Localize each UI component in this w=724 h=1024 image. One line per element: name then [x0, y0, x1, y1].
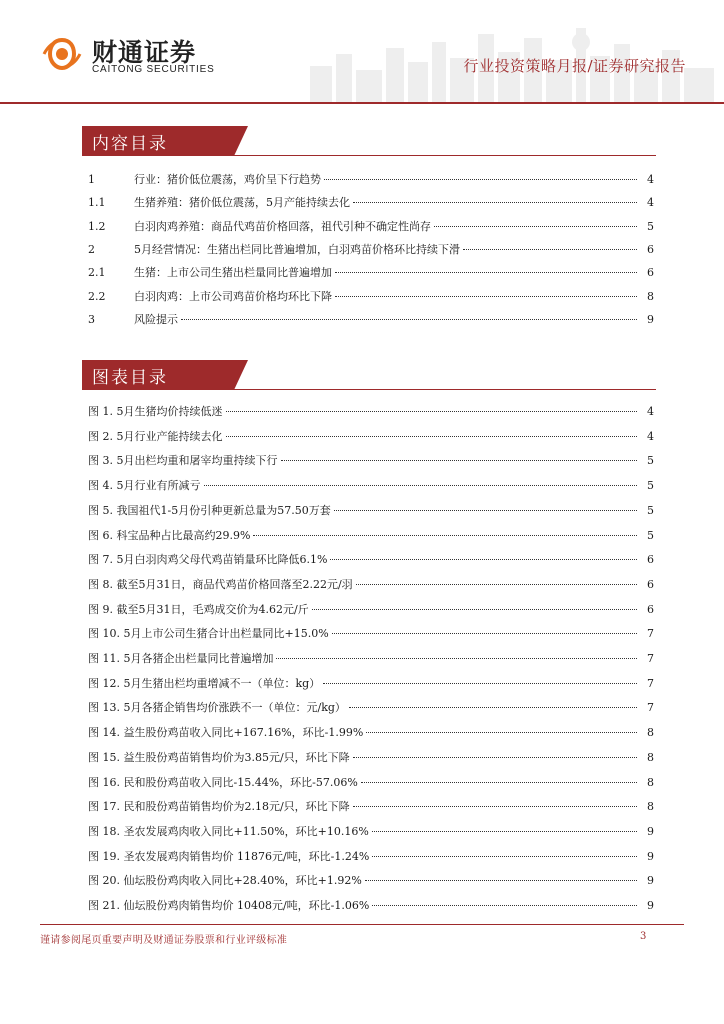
figure-item-page: 7 — [647, 652, 654, 665]
contents-item-page: 5 — [647, 219, 654, 233]
contents-item[interactable] — [88, 217, 654, 237]
figure-item-text: 图 15. 益生股份鸡苗销售均价为3.85元/只，环比下降 — [88, 750, 350, 764]
figure-item[interactable] — [88, 476, 654, 496]
dot-leader — [334, 510, 637, 511]
dot-leader — [349, 707, 637, 708]
contents-item-page: 6 — [647, 266, 654, 280]
figure-item-page: 8 — [647, 726, 654, 740]
dot-leader — [332, 633, 637, 634]
contents-item[interactable] — [88, 193, 654, 213]
figure-item-text: 图 16. 民和股份鸡苗收入同比-15.44%，环比-57.06% — [88, 775, 358, 789]
figure-item-page: 8 — [647, 750, 654, 764]
dot-leader — [324, 179, 637, 180]
figure-item[interactable] — [88, 698, 654, 718]
contents-item-number: 2 — [88, 242, 95, 256]
figure-item-page: 8 — [647, 800, 654, 814]
figure-item-page: 6 — [647, 602, 654, 616]
figure-item[interactable] — [88, 526, 654, 546]
dot-leader — [463, 249, 637, 250]
dot-leader — [335, 272, 637, 273]
dot-leader — [353, 757, 637, 758]
dot-leader — [361, 782, 637, 783]
figure-item[interactable] — [88, 773, 654, 793]
figure-item-page: 9 — [647, 824, 654, 838]
contents-item-text: 生猪：上市公司生猪出栏量同比普遍增加 — [134, 266, 332, 280]
figure-item[interactable] — [88, 723, 654, 743]
dot-leader — [366, 732, 637, 733]
figure-item-page: 6 — [647, 553, 654, 567]
figure-item[interactable] — [88, 822, 654, 842]
figure-item[interactable] — [88, 501, 654, 521]
figure-item-text: 图 17. 民和股份鸡苗销售均价为2.18元/只，环比下降 — [88, 800, 350, 814]
figure-item-text: 图 21. 仙坛股份鸡肉销售均价 10408元/吨，环比-1.06% — [88, 899, 370, 912]
contents-item[interactable] — [88, 263, 654, 283]
dot-leader — [372, 905, 637, 906]
contents-item[interactable] — [88, 170, 654, 190]
figure-item-text: 图 18. 圣农发展鸡肉收入同比+11.50%，环比+10.16% — [88, 824, 369, 838]
figures-title: 图表目录 — [92, 368, 168, 388]
contents-section-header — [82, 126, 656, 156]
footer-divider — [40, 924, 684, 925]
figure-item-text: 图 2. 5月行业产能持续去化 — [88, 429, 223, 443]
contents-item-page: 4 — [647, 196, 654, 210]
figure-item[interactable] — [88, 797, 654, 817]
figure-item[interactable] — [88, 748, 654, 768]
figure-item[interactable] — [88, 600, 654, 620]
figures-section-header — [82, 360, 656, 390]
contents-item-page: 9 — [647, 312, 654, 326]
contents-item-text: 风险提示 — [134, 312, 178, 326]
contents-item-text: 白羽肉鸡：上市公司鸡苗价格均环比下降 — [134, 289, 332, 303]
figure-item[interactable] — [88, 674, 654, 694]
dot-leader — [323, 683, 637, 684]
figure-item-text: 图 1. 5月生猪均价持续低迷 — [88, 405, 223, 418]
contents-item[interactable] — [88, 287, 654, 307]
dot-leader — [356, 584, 637, 585]
caitong-logo-icon — [40, 36, 84, 72]
figure-item[interactable] — [88, 451, 654, 471]
figure-item[interactable] — [88, 402, 654, 422]
contents-item-page: 8 — [647, 289, 654, 303]
dot-leader — [253, 535, 637, 536]
brand-name-en: CAITONG SECURITIES — [92, 64, 215, 75]
figure-item-page: 7 — [647, 627, 654, 641]
dot-leader — [226, 436, 638, 437]
figure-item-text: 图 8. 截至5月31日，商品代鸡苗价格回落至2.22元/羽 — [88, 577, 353, 591]
dot-leader — [276, 658, 637, 659]
footer-page-number: 3 — [640, 931, 647, 942]
contents-title: 内容目录 — [92, 134, 168, 154]
contents-item-number: 2.1 — [88, 266, 106, 280]
figure-item-text: 图 5. 我国祖代1-5月份引种更新总量为57.50万套 — [88, 503, 331, 517]
dot-leader — [312, 609, 637, 610]
figure-item-text: 图 3. 5月出栏均重和屠宰均重持续下行 — [88, 454, 278, 468]
contents-item-number: 1.2 — [88, 219, 106, 233]
dot-leader — [372, 831, 637, 832]
figure-item-text: 图 20. 仙坛股份鸡肉收入同比+28.40%，环比+1.92% — [88, 874, 362, 888]
figure-item-text: 图 19. 圣农发展鸡肉销售均价 11876元/吨，环比-1.24% — [88, 849, 370, 863]
contents-item-text: 白羽肉鸡养殖：商品代鸡苗价格回落，祖代引种不确定性尚存 — [134, 219, 431, 233]
figure-item[interactable] — [88, 575, 654, 595]
figure-item-page: 7 — [647, 676, 654, 690]
figure-item-page: 5 — [647, 503, 654, 517]
figure-item-text: 图 14. 益生股份鸡苗收入同比+167.16%，环比-1.99% — [88, 726, 364, 740]
dot-leader — [181, 319, 637, 320]
contents-item-number: 3 — [88, 312, 95, 326]
figure-item[interactable] — [88, 624, 654, 644]
contents-item-number: 1 — [88, 173, 95, 186]
figure-item[interactable] — [88, 847, 654, 867]
figure-item[interactable] — [88, 550, 654, 570]
contents-item-number: 2.2 — [88, 289, 106, 303]
figure-item-text: 图 7. 5月白羽肉鸡父母代鸡苗销量环比降低6.1% — [88, 553, 328, 567]
footer-disclaimer: 谨请参阅尾页重要声明及财通证券股票和行业评级标准 — [40, 935, 288, 946]
figure-item[interactable] — [88, 649, 654, 669]
figure-item-page: 9 — [647, 849, 654, 863]
dot-leader — [330, 559, 637, 560]
figure-item-text: 图 4. 5月行业有所减亏 — [88, 479, 201, 493]
figure-item[interactable] — [88, 896, 654, 916]
page-header — [0, 0, 724, 104]
contents-item-text: 5月经营情况：生猪出栏同比普遍增加，白羽鸡苗价格环比持续下滑 — [134, 242, 460, 256]
dot-leader — [365, 880, 637, 881]
figure-item-text: 图 9. 截至5月31日，毛鸡成交价为4.62元/斤 — [88, 602, 309, 616]
figure-item-page: 9 — [647, 874, 654, 888]
figure-item-text: 图 6. 科宝品种占比最高约29.9% — [88, 528, 251, 542]
contents-item-text: 行业：猪价低位震荡，鸡价呈下行趋势 — [134, 173, 321, 186]
figure-item-page: 5 — [647, 454, 654, 468]
contents-item[interactable] — [88, 310, 654, 330]
brand-name-cn: 财通证券 — [92, 38, 197, 67]
dot-leader — [434, 226, 637, 227]
figure-item-text: 图 12. 5月生猪出栏均重增减不一（单位：kg） — [88, 676, 321, 690]
contents-item-page: 4 — [647, 173, 654, 186]
figure-item-page: 5 — [647, 528, 654, 542]
figure-item-page: 4 — [647, 405, 654, 418]
dot-leader — [353, 202, 637, 203]
figure-item-text: 图 13. 5月各猪企销售均价涨跌不一（单位：元/kg） — [88, 701, 346, 715]
figure-item-page: 4 — [647, 429, 654, 443]
figure-item-page: 8 — [647, 775, 654, 789]
figure-item-text: 图 10. 5月上市公司生猪合计出栏量同比+15.0% — [88, 627, 329, 641]
contents-item-number: 1.1 — [88, 196, 106, 210]
dot-leader — [204, 485, 638, 486]
report-type-title: 行业投资策略月报/证券研究报告 — [463, 57, 686, 75]
dot-leader — [353, 806, 637, 807]
contents-item[interactable] — [88, 240, 654, 260]
figure-item[interactable] — [88, 871, 654, 891]
figure-item-page: 7 — [647, 701, 654, 715]
figure-item-page: 6 — [647, 577, 654, 591]
figure-item-text: 图 11. 5月各猪企出栏量同比普遍增加 — [88, 652, 274, 665]
dot-leader — [281, 460, 638, 461]
contents-item-page: 6 — [647, 242, 654, 256]
figure-item-page: 9 — [647, 899, 654, 912]
figure-item-page: 5 — [647, 479, 654, 493]
contents-item-text: 生猪养殖：猪价低位震荡，5月产能持续去化 — [134, 196, 350, 210]
dot-leader — [335, 296, 637, 297]
header-divider — [0, 102, 724, 104]
figure-item[interactable] — [88, 427, 654, 447]
dot-leader — [372, 856, 637, 857]
dot-leader — [226, 411, 638, 412]
